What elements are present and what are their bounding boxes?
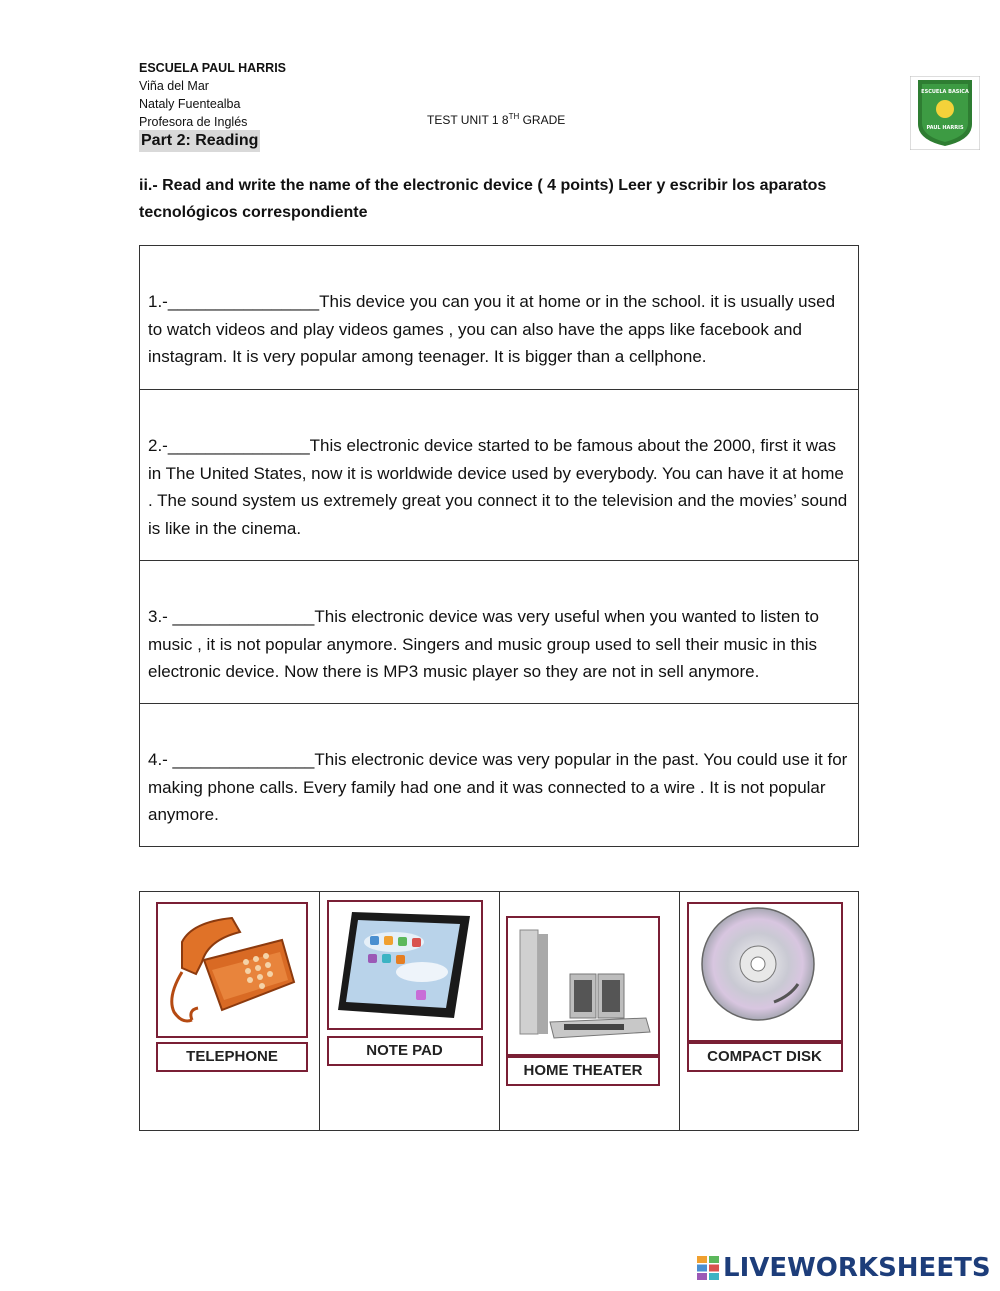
devices-table [139,891,859,1131]
logo-text-bottom: PAUL HARRIS [926,125,964,131]
liveworksheets-icon [697,1256,719,1280]
device-label: TELEPHONE [156,1042,308,1072]
question-text: 2.-_______________This electronic device started to be famous about the 2000, first it was in The United States, now it is worldwide device used by everybody. You can have it at home . The sound system us extremely great you connect it to the television and the movies’ sound is like in the cinema. [148,436,848,538]
telephone-icon [162,912,302,1028]
tablet-icon [334,906,476,1024]
school-header [139,59,286,131]
device-cell-compact-disk [679,892,859,1130]
compact-disk-icon [698,906,832,1038]
school-logo-icon [910,76,980,150]
questions-table [139,245,859,847]
liveworksheets-logo[interactable] [697,1253,991,1283]
part-title: Part 2: Reading [139,130,260,152]
brand-text: LIVEWORKSHEETS [723,1253,991,1283]
home-theater-icon [510,922,656,1048]
device-label: COMPACT DISK [687,1042,843,1072]
question-row [140,246,858,389]
question-row [140,560,858,703]
teacher-name: Nataly Fuentealba [139,97,241,111]
instructions: ii.- Read and write the name of the electronic device ( 4 points) Leer y escribir los aparatos tecnológicos correspondiente [139,177,827,221]
question-text: 3.- _______________This electronic device was very useful when you wanted to listen to music , it is not popular anymore. Singers and music group used to sell their music in this electronic device. Now there is MP3 music player so they are not in sell anymore. [148,607,819,681]
device-cell-home-theater [499,892,679,1130]
teacher-role: Profesora de Inglés [139,115,248,129]
device-label: NOTE PAD [327,1036,483,1066]
school-name: ESCUELA PAUL HARRIS [139,61,287,75]
device-cell-notepad [319,892,500,1130]
test-title: TEST UNIT 1 8TH GRADE [427,112,566,127]
device-label: HOME THEATER [506,1056,660,1086]
question-text: 1.-________________This device you can you it at home or in the school. it is usually used to watch videos and play videos games , you can also have the apps like facebook and instagram. It is very popular among teenager. It is bigger than a cellphone. [148,292,836,366]
question-text: 4.- _______________This electronic device was very popular in the past. You could use it for making phone calls. Every family had one and it was connected to a wire . It is not popular anymore. [148,750,848,824]
device-cell-telephone [140,892,319,1130]
city: Viña del Mar [139,79,209,93]
question-row [140,389,858,560]
question-row [140,703,858,846]
logo-text-top: ESCUELA BASICA [921,89,969,95]
